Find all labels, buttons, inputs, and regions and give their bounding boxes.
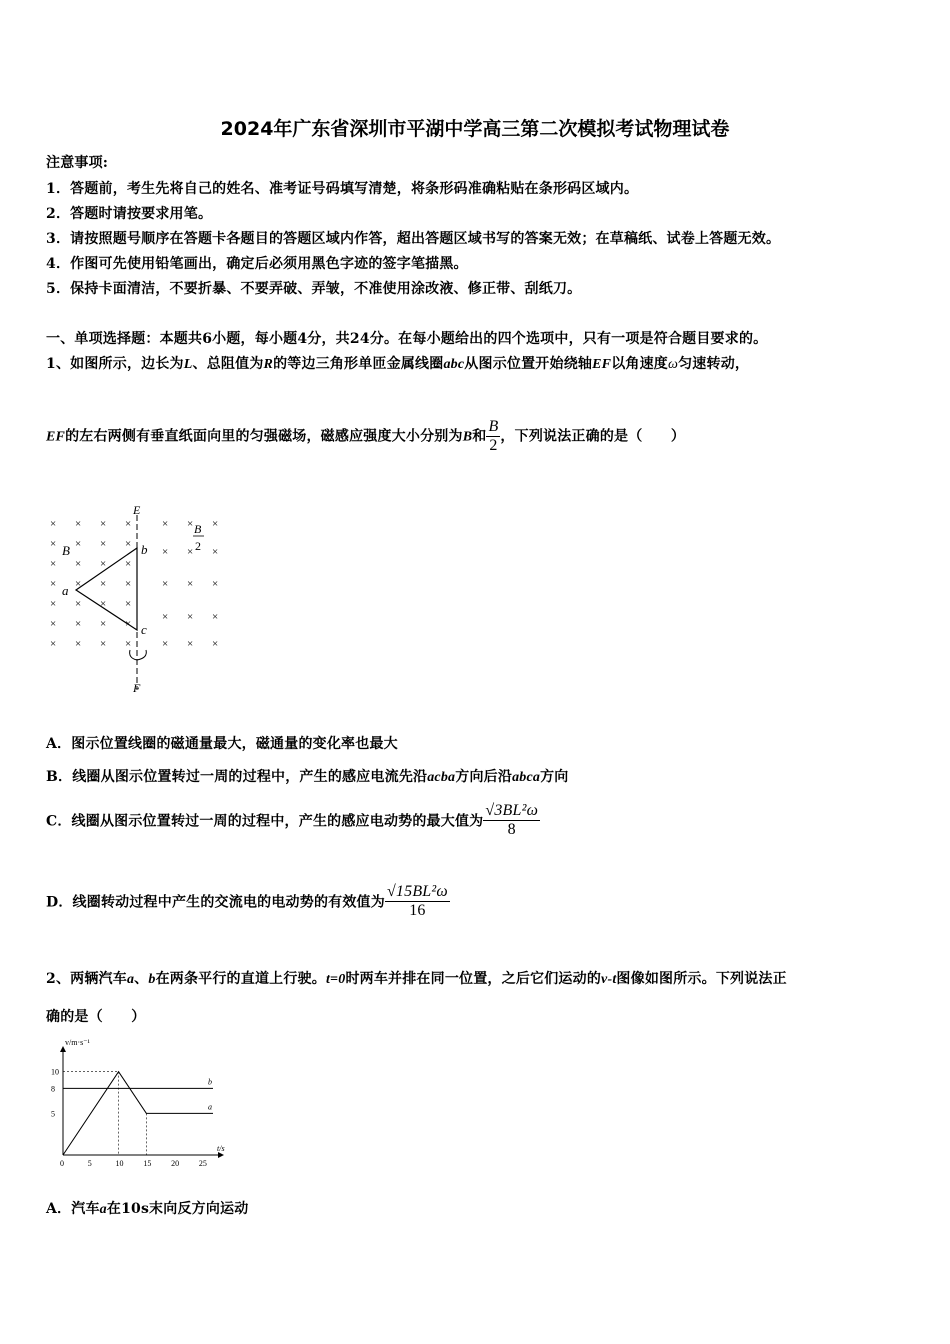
label-b2-num: B [194,522,202,536]
label-vertex-b: b [141,542,148,557]
note-item: 3．请按照题号顺序在答题卡各题目的答题区域内作答，超出答题区域书写的答案无效；在草稿纸、试卷上答题无效。 [46,231,781,247]
field-cross: × [212,611,219,623]
option-d-fraction: $\frac{\text{√15BL²ω}}{16}$ [386,883,448,919]
field-cross-marks [50,518,218,650]
q2-stem-line2: 确的是（ ） [46,1009,146,1025]
field-cross: × [187,546,194,558]
field-cross: × [100,538,107,550]
field-cross: × [212,578,219,590]
q1-stem-line1: 1、如图所示，边长为L、总阻值为R的等边三角形单匝金属线圈abc从图示位置开始绕轴EF以角速度ω匀速转动， [46,356,750,372]
field-cross: × [100,598,107,610]
q1-option-b: B．线圈从图示位置转过一周的过程中，产生的感应电流先沿acba方向后沿abca方向 [46,769,569,785]
field-cross: × [125,578,132,590]
field-cross: × [75,558,82,570]
notes-heading: 注意事项: [46,155,109,171]
series-label-b: b [208,1077,212,1087]
field-cross: × [162,611,169,623]
field-cross: × [187,518,194,530]
x-tick-label: 5 [87,1159,92,1168]
q1-option-a: A．图示位置线圈的磁通量最大，磁通量的变化率也最大 [46,736,398,752]
series-line-a [63,1072,213,1155]
q2-vt-chart [40,1035,235,1175]
q1-option-c: C．线圈从图示位置转过一周的过程中，产生的感应电动势的最大值为 $\frac{\text{√3BL²ω}}{8}$ [46,802,539,838]
field-cross: × [100,618,107,630]
rotation-arrow-icon [130,650,147,660]
q2-option-a: A．汽车a在10s末向反方向运动 [46,1201,249,1217]
page-title: 2024年广东省深圳市平湖中学高三第二次模拟考试物理试卷 [220,118,730,140]
field-cross: × [100,518,107,530]
field-cross: × [125,598,132,610]
field-cross: × [212,546,219,558]
x-tick-label: 20 [171,1159,180,1168]
field-cross: × [50,618,57,630]
field-cross: × [50,578,57,590]
field-cross: × [75,538,82,550]
field-cross: × [125,558,132,570]
field-cross: × [50,558,57,570]
y-tick-label: 5 [51,1109,55,1119]
field-cross: × [162,638,169,650]
q1-stem-line2: EF的左右两侧有垂直纸面向里的匀强磁场，磁感应强度大小分别为B和 $\frac{B}{2}$ ，下列说法正确的是（ ） [46,418,686,454]
x-tick-label: 25 [198,1159,207,1168]
field-cross: × [50,598,57,610]
y-tick-label: 10 [51,1067,59,1077]
b-half-fraction: $\frac{B}{2}$ [488,418,499,454]
x-axis-label: t/s [217,1144,225,1153]
note-item: 4．作图可先使用铅笔画出，确定后必须用黑色字迹的签字笔描黑。 [46,256,468,272]
x-tick-label: 0 [60,1159,64,1168]
x-tick-label: 15 [143,1159,152,1168]
y-axis-label: v/m·s⁻¹ [65,1038,90,1047]
field-cross: × [100,578,107,590]
field-cross: × [125,618,132,630]
label-b-left: B [62,543,70,558]
y-tick-label: 8 [51,1084,55,1094]
field-cross: × [50,538,57,550]
option-c-fraction: $\frac{\text{√3BL²ω}}{8}$ [485,802,539,838]
label-e: E [133,503,141,517]
field-cross: × [75,578,82,590]
field-cross: × [100,638,107,650]
series-label-a: a [208,1102,212,1112]
field-cross: × [212,518,219,530]
note-item: 1．答题前，考生先将自己的姓名、准考证号码填写清楚，将条形码准确粘贴在条形码区域内。 [46,181,639,197]
label-vertex-c: c [141,622,147,637]
section-heading: 一、单项选择题：本题共6小题，每小题4分，共24分。在每小题给出的四个选项中，只有一项是符合题目要求的。 [46,331,768,347]
field-cross: × [187,638,194,650]
q1-option-d: D．线圈转动过程中产生的交流电的电动势的有效值为 $\frac{\text{√15BL²ω}}{16}$ [46,883,448,919]
field-cross: × [125,518,132,530]
note-item: 2．答题时请按要求用笔。 [46,206,213,222]
label-vertex-a: a [62,583,69,598]
field-cross: × [125,638,132,650]
field-cross: × [100,558,107,570]
field-cross: × [162,546,169,558]
field-cross: × [162,518,169,530]
field-cross: × [50,638,57,650]
field-cross: × [162,578,169,590]
field-cross: × [75,518,82,530]
q1-magnetic-field-figure [40,500,240,700]
label-b2-den: 2 [195,539,201,553]
field-cross: × [187,578,194,590]
field-cross: × [75,618,82,630]
field-cross: × [75,598,82,610]
label-f: F [133,681,141,695]
field-cross: × [125,538,132,550]
note-item: 5．保持卡面清洁，不要折暴、不要弄破、弄皱，不准使用涂改液、修正带、刮纸刀。 [46,281,582,297]
field-cross: × [187,611,194,623]
field-cross: × [50,518,57,530]
field-cross: × [75,638,82,650]
q2-stem-line1: 2、两辆汽车a、b在两条平行的直道上行驶。t=0时两车并排在同一位置，之后它们运动的v-t图像如图所示。下列说法正 [46,971,787,987]
x-tick-label: 10 [115,1159,124,1168]
field-cross: × [212,638,219,650]
